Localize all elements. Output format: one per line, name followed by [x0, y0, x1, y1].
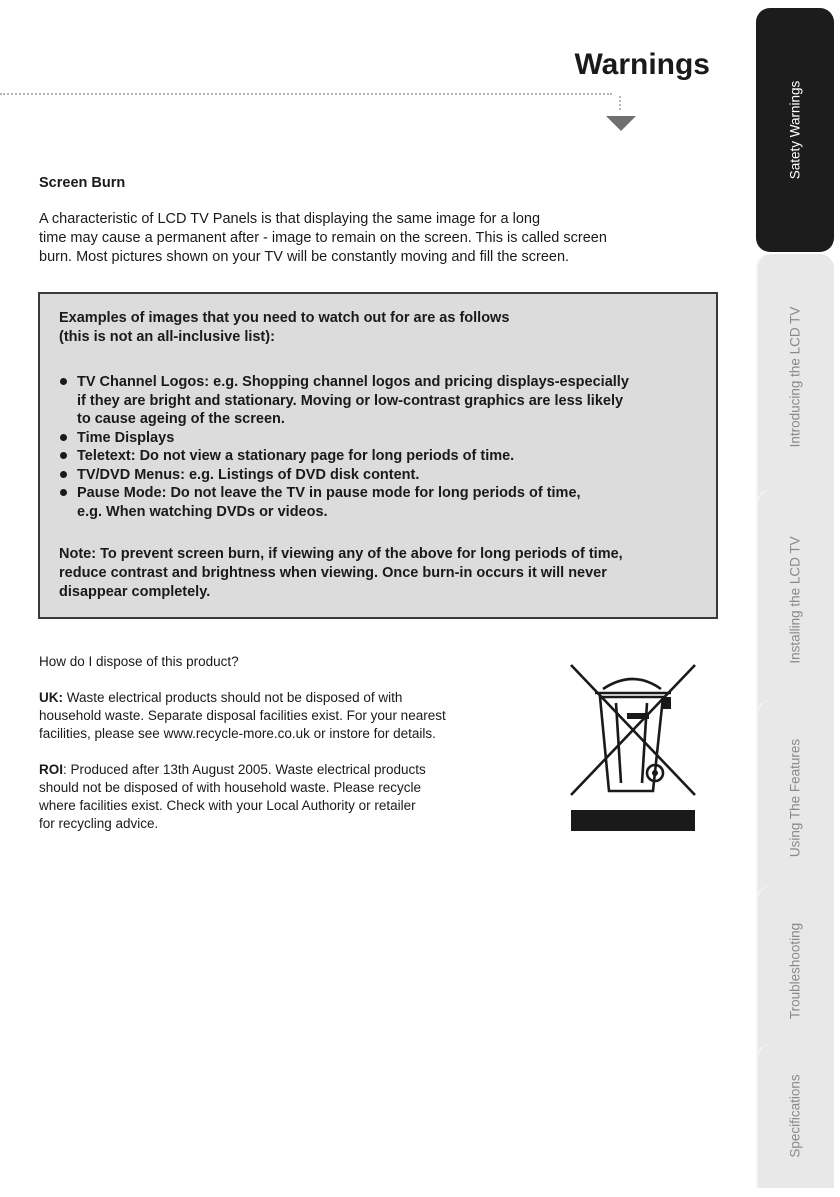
screen-burn-intro	[39, 210, 729, 267]
notice-box	[38, 292, 718, 619]
list-item	[59, 429, 629, 448]
down-arrow-icon	[606, 116, 636, 131]
intro-line: A characteristic of LCD TV Panels is that displaying the same image for a long	[39, 211, 541, 227]
intro-line: burn. Most pictures shown on your TV will be constantly moving and fill the screen.	[39, 249, 570, 265]
tab-label: Introducing the LCD TV	[787, 306, 803, 448]
list-item-line: TV/DVD Menus: e.g. Listings of DVD disk content.	[77, 466, 420, 483]
uk-line: facilities, please see www.recycle-more.co.uk or instore for details.	[39, 726, 436, 741]
tab-troubleshooting[interactable]	[756, 886, 834, 1056]
tab-label: Using The Features	[787, 738, 803, 858]
tab-using-the-features[interactable]	[756, 700, 834, 896]
tab-label: Satety Warnings	[787, 80, 803, 180]
note-line: disappear completely.	[59, 584, 211, 600]
tab-safety-warnings[interactable]	[756, 8, 834, 252]
dotted-rule-drop	[619, 96, 621, 110]
uk-label: UK:	[39, 690, 63, 705]
uk-line: household waste. Separate disposal facilities exist. For your nearest	[39, 708, 446, 723]
bullet-icon	[60, 378, 67, 385]
intro-line: time may cause a permanent after - image to remain on the screen. This is called screen	[39, 230, 607, 246]
note-line: reduce contrast and brightness when viewing. Once burn-in occurs it will never	[59, 565, 607, 581]
list-item-line: e.g. When watching DVDs or videos.	[77, 503, 328, 520]
crossed-out-wheelie-bin-icon	[569, 663, 697, 833]
list-item-line: TV Channel Logos: e.g. Shopping channel logos and pricing displays-especially	[77, 374, 629, 390]
page-title: Warnings	[574, 48, 710, 81]
list-item-line: Teletext: Do not view a stationary page for long periods of time.	[77, 448, 515, 464]
section-tabs	[756, 8, 834, 1188]
tab-installing-the-lcd-tv[interactable]	[756, 490, 834, 710]
notice-heading	[59, 309, 509, 347]
tab-label: Troubleshooting	[787, 922, 803, 1020]
list-item	[59, 373, 629, 429]
bullet-icon	[60, 452, 67, 459]
bullet-icon	[60, 471, 67, 478]
list-item-line: if they are bright and stationary. Moving or low-contrast graphics are less likely	[77, 392, 624, 409]
roi-line: for recycling advice.	[39, 816, 159, 831]
uk-text: Waste electrical products should not be disposed of with	[63, 690, 403, 705]
roi-label: ROI	[39, 762, 64, 777]
roi-line	[39, 761, 539, 779]
notice-heading-line: (this is not an all-inclusive list):	[59, 329, 275, 345]
notice-heading-line: Examples of images that you need to watch out for are as follows	[59, 310, 510, 326]
roi-text: : Produced after 13th August 2005. Waste electrical products	[63, 762, 426, 777]
tab-specifications[interactable]	[756, 1044, 834, 1188]
bullet-icon	[60, 489, 67, 496]
uk-line	[39, 689, 539, 707]
screen-burn-note	[59, 545, 623, 602]
disposal-question: How do I dispose of this product?	[39, 654, 239, 669]
section-heading-screen-burn: Screen Burn	[39, 175, 126, 191]
list-item-line: Pause Mode: Do not leave the TV in pause mode for long periods of time,	[77, 485, 581, 501]
list-item-line: to cause ageing of the screen.	[77, 411, 285, 427]
roi-line: where facilities exist. Check with your Local Authority or retailer	[39, 798, 416, 813]
list-item	[59, 466, 629, 485]
list-item-line: Time Displays	[77, 429, 175, 446]
disposal-section	[39, 653, 539, 833]
list-item	[59, 447, 629, 466]
dotted-rule	[0, 93, 612, 95]
list-item	[59, 484, 629, 521]
examples-list	[59, 373, 629, 521]
note-line: Note: To prevent screen burn, if viewing any of the above for long periods of time,	[59, 546, 623, 562]
bullet-icon	[60, 434, 67, 441]
tab-introducing-the-lcd-tv[interactable]	[756, 254, 834, 500]
roi-line: should not be disposed of with household waste. Please recycle	[39, 780, 421, 795]
tab-label: Specifications	[787, 1074, 803, 1158]
tab-label: Installing the LCD TV	[787, 536, 803, 664]
